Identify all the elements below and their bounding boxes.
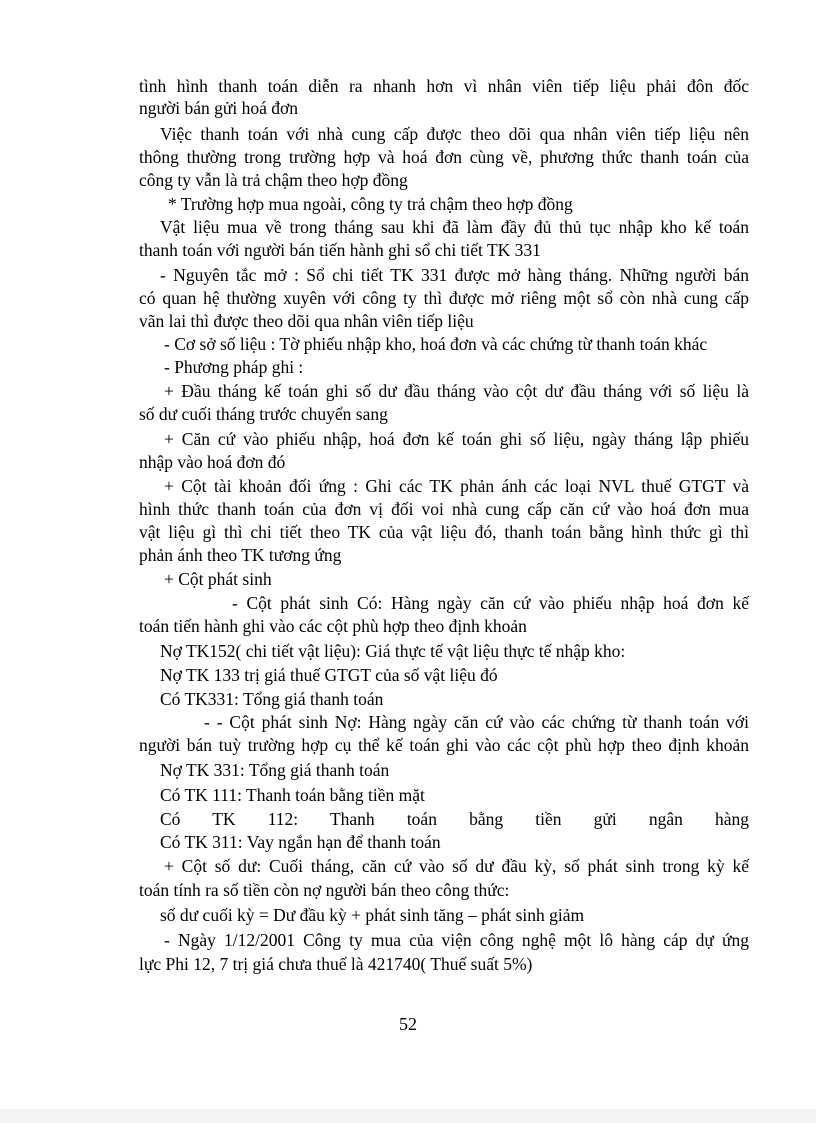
text-line: lực Phi 12, 7 trị giá chưa thuế là 421740( Thuế suất 5%) bbox=[139, 954, 533, 974]
text-line: Có TK 111: Thanh toán bằng tiền mặt bbox=[160, 785, 425, 805]
page-number: 52 bbox=[399, 1014, 417, 1034]
text-line: - Cột phát sinh Có: Hàng ngày căn cứ vào phiếu nhập hoá đơn kế bbox=[232, 593, 749, 613]
text-line: Nợ TK 133 trị giá thuế GTGT của số vật liệu đó bbox=[160, 665, 498, 685]
text-line: số dư cuối kỳ = Dư đầu kỳ + phát sinh tăng – phát sinh giảm bbox=[160, 905, 585, 925]
text-line: thanh toán với người bán tiến hành ghi sổ chi tiết TK 331 bbox=[139, 240, 541, 260]
text-line: người bán tuỳ trường hợp cụ thể kế toán ghi vào các cột phù hợp theo định khoản bbox=[139, 735, 749, 755]
text-line: Có TK331: Tổng giá thanh toán bbox=[160, 689, 384, 709]
text-line: + Căn cứ vào phiếu nhập, hoá đơn kế toán ghi số liệu, ngày tháng lập phiếu bbox=[164, 429, 749, 449]
text-line: toán tính ra số tiền còn nợ người bán theo công thức: bbox=[139, 880, 510, 900]
text-line: + Đầu tháng kế toán ghi số dư đầu tháng vào cột dư đầu tháng với số liệu là bbox=[164, 381, 749, 401]
text-line: toán tiến hành ghi vào các cột phù hợp theo định khoản bbox=[139, 616, 527, 636]
text-line: - Nguyên tắc mở : Sổ chi tiết TK 331 được mở hàng tháng. Những người bán bbox=[160, 265, 749, 285]
text-line: - - Cột phát sinh Nợ: Hàng ngày căn cứ vào các chứng từ thanh toán với bbox=[204, 712, 749, 732]
text-line: + Cột số dư: Cuối tháng, căn cứ vào số dư đầu kỳ, số phát sinh trong kỳ kế bbox=[164, 856, 749, 876]
text-line: Nợ TK152( chi tiết vật liệu): Giá thực tế vật liệu thực tế nhập kho: bbox=[160, 641, 626, 661]
text-line: Có TK 112: Thanh toán bằng tiền gửi ngân hàng bbox=[160, 809, 749, 829]
text-line: phản ánh theo TK tương ứng bbox=[139, 545, 342, 565]
text-line: - Ngày 1/12/2001 Công ty mua của viện công nghệ một lô hàng cáp dự ứng bbox=[164, 930, 749, 950]
text-line: vãn lai thì được theo dõi qua nhân viên tiếp liệu bbox=[139, 311, 474, 331]
text-line: + Cột tài khoản đối ứng : Ghi các TK phản ánh các loại NVL thuế GTGT và bbox=[164, 476, 749, 496]
text-line: Nợ TK 331: Tổng giá thanh toán bbox=[160, 760, 390, 780]
text-line: có quan hệ thường xuyên với công ty thì được mở riêng một sổ còn nhà cung cấp bbox=[139, 288, 749, 308]
text-line: - Cơ sở số liệu : Tờ phiếu nhập kho, hoá đơn và các chứng từ thanh toán khác bbox=[164, 334, 708, 354]
text-line: + Cột phát sinh bbox=[164, 569, 272, 589]
text-line: * Trường hợp mua ngoài, công ty trả chậm theo hợp đồng bbox=[168, 194, 573, 214]
text-line: tình hình thanh toán diễn ra nhanh hơn vì nhân viên tiếp liệu phải đôn đốc bbox=[139, 76, 749, 96]
text-line: người bán gửi hoá đơn bbox=[139, 98, 298, 118]
text-line: vật liệu gì thì chi tiết theo TK của vật liệu đó, thanh toán bằng hình thức gì thì bbox=[139, 522, 749, 542]
text-line: nhập vào hoá đơn đó bbox=[139, 452, 286, 472]
text-line: hình thức thanh toán của đơn vị đối voi nhà cung cấp căn cứ vào hoá đơn mua bbox=[139, 499, 749, 519]
footer-bar bbox=[0, 1109, 816, 1123]
text-line: Vật liệu mua về trong tháng sau khi đã làm đầy đủ thủ tục nhập kho kế toán bbox=[160, 217, 749, 237]
text-line: công ty vẫn là trả chậm theo hợp đồng bbox=[139, 170, 408, 190]
text-line: số dư cuối tháng trước chuyển sang bbox=[139, 404, 388, 424]
text-line: Việc thanh toán với nhà cung cấp được theo dõi qua nhân viên tiếp liệu nên bbox=[160, 124, 749, 144]
text-line: - Phương pháp ghi : bbox=[164, 357, 304, 377]
text-line: thông thường trong trường hợp và hoá đơn cùng về, phương thức thanh toán của bbox=[139, 147, 749, 167]
text-line: Có TK 311: Vay ngắn hạn để thanh toán bbox=[160, 832, 441, 852]
